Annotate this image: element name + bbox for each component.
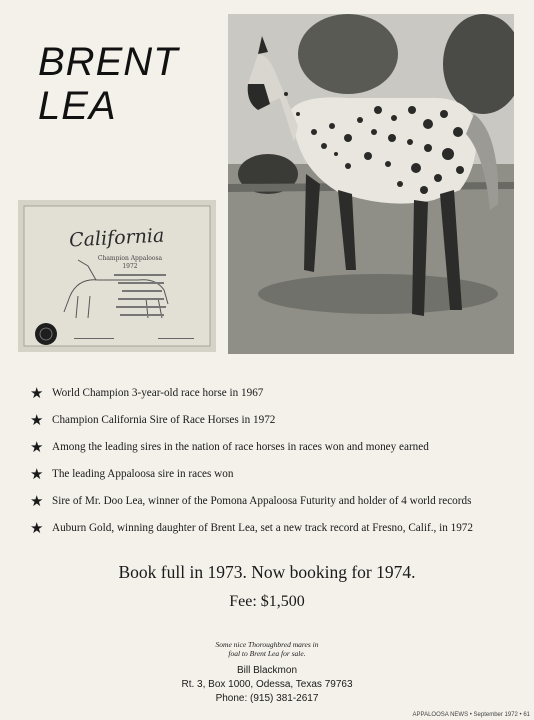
booking-statement: Book full in 1973. Now booking for 1974. — [118, 562, 416, 582]
appaloosa-horse-illustration — [228, 14, 514, 354]
star-icon: ★ — [30, 438, 44, 456]
page-footer: APPALOOSA NEWS • September 1972 • 61 — [412, 712, 530, 718]
title-line-2: LEA — [38, 84, 117, 128]
certificate-seal — [35, 323, 57, 345]
certificate-year: 1972 — [122, 263, 138, 270]
certificate-image — [18, 200, 216, 352]
certificate-heading: California — [68, 224, 165, 252]
stud-fee: Fee: $1,500 — [229, 593, 305, 610]
certificate-illustration — [18, 200, 216, 352]
star-icon: ★ — [30, 411, 44, 429]
certificate-subheading: Champion Appaloosa — [97, 255, 163, 262]
contact-block — [0, 664, 534, 706]
achievements-list — [30, 386, 526, 548]
page-title — [38, 40, 179, 128]
list-item: ★ Auburn Gold, winning daughter of Brent Lea, set a new track record at Fresno, Calif., in 1972 — [30, 519, 473, 537]
title-line-1: BRENT — [38, 40, 179, 84]
list-item: ★ Champion California Sire of Race Horses in 1972 — [30, 411, 276, 429]
contact-address: Rt. 3, Box 1000, Odessa, Texas 79763 — [181, 679, 353, 690]
star-icon: ★ — [30, 519, 44, 537]
star-icon: ★ — [30, 492, 44, 510]
list-item: ★ Among the leading sires in the nation of race horses in races won and money earned — [30, 438, 429, 456]
mares-note: Some nice Thoroughbred mares in foal to Brent Lea for sale. — [215, 640, 319, 658]
contact-phone: Phone: (915) 381-2617 — [215, 693, 319, 704]
list-item: ★ The leading Appaloosa sire in races won — [30, 465, 234, 483]
star-icon: ★ — [30, 465, 44, 483]
star-icon: ★ — [30, 384, 44, 402]
horse-photo — [228, 14, 514, 354]
list-item: ★ Sire of Mr. Doo Lea, winner of the Pomona Appaloosa Futurity and holder of 4 world records — [30, 492, 472, 510]
contact-name: Bill Blackmon — [236, 665, 298, 676]
list-item: ★ World Champion 3-year-old race horse in 1967 — [30, 384, 264, 402]
